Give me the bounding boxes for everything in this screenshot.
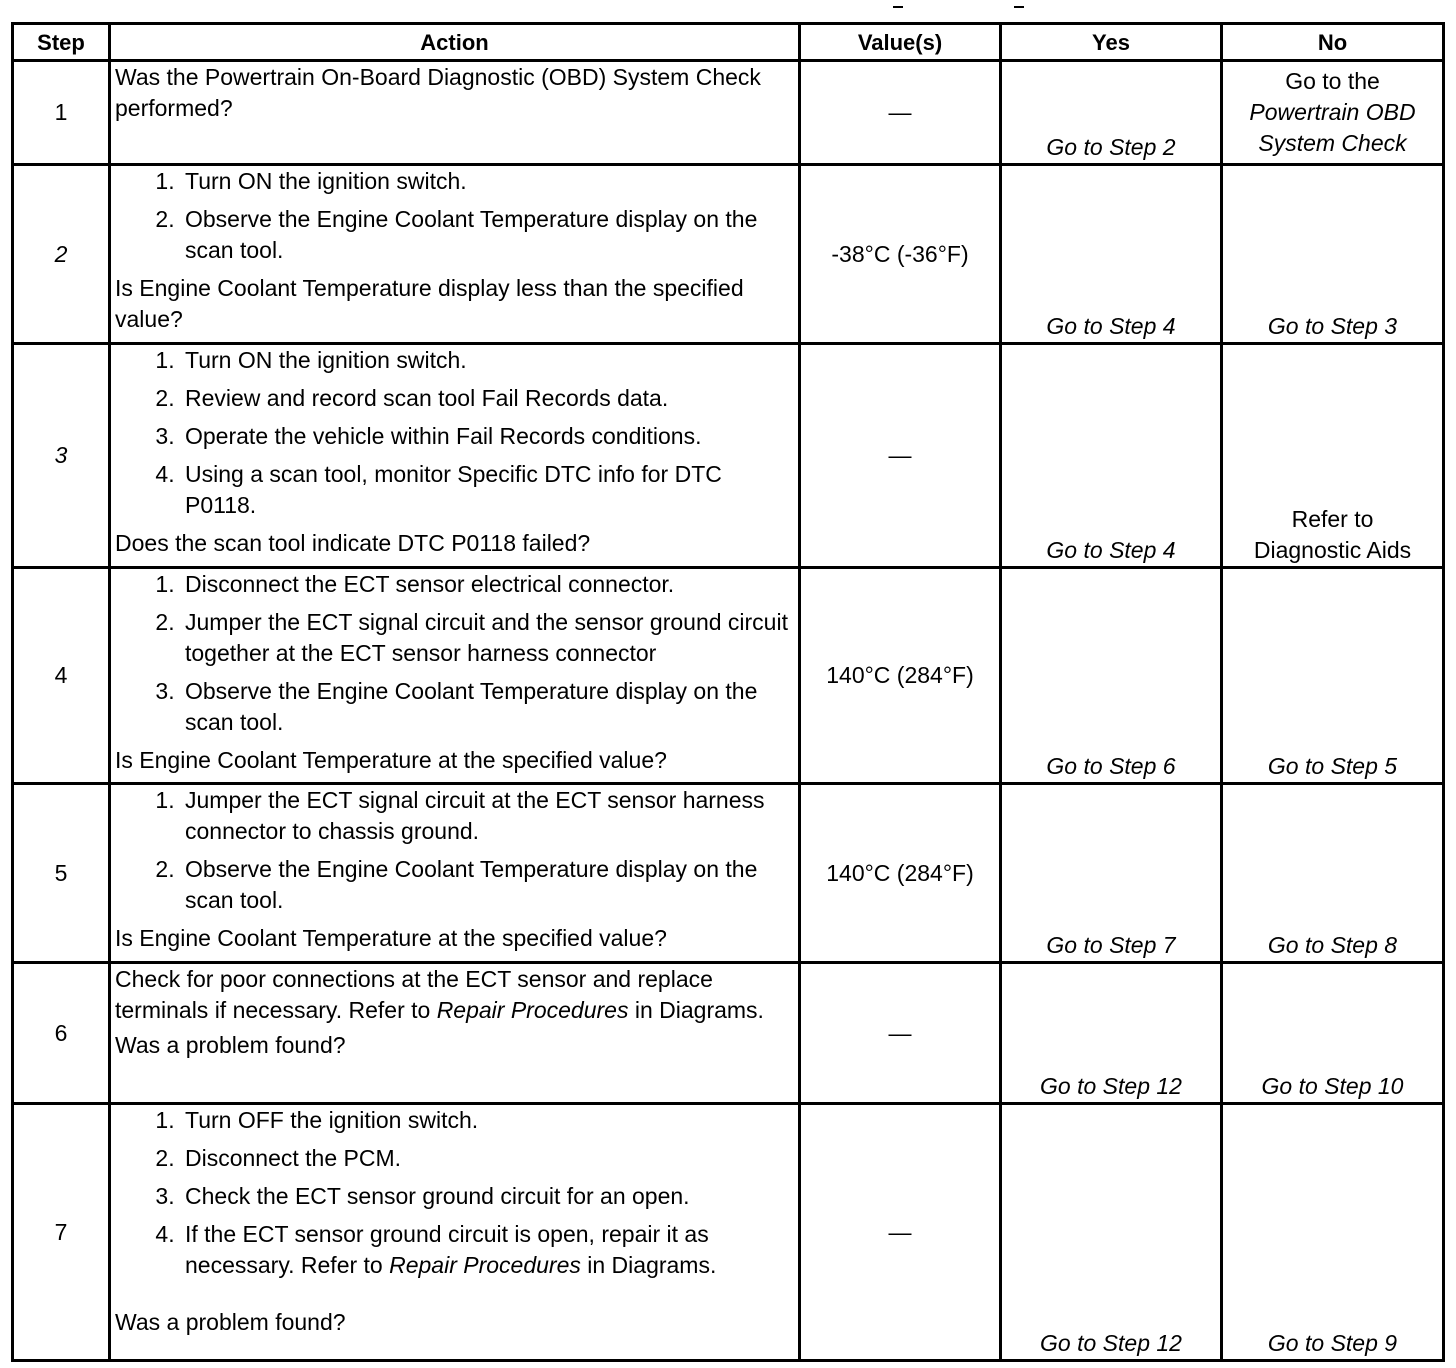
action-item: 1. Turn ON the ignition switch. [181,166,794,197]
action-item: 1. Disconnect the ECT sensor electrical connector. [181,569,794,600]
repair-procedures-ref: Repair Procedures [389,1252,581,1278]
table-row [13,1104,1444,1361]
action-cell [110,963,800,1104]
step-number: 6 [13,963,110,1104]
value-cell: 140°C (284°F) [800,784,1001,963]
table-row [13,61,1444,165]
action-list [115,569,794,738]
table-row [13,963,1444,1104]
step-number: 7 [13,1104,110,1361]
yes-cell: Go to Step 4 [1001,344,1222,568]
yes-cell: Go to Step 12 [1001,963,1222,1104]
action-cell [110,568,800,784]
action-question: Is Engine Coolant Temperature at the specified value? [115,747,667,773]
step-number: 4 [13,568,110,784]
action-list [115,785,794,916]
no-line: Refer to [1291,506,1374,532]
no-cell: Go to Step 3 [1222,165,1444,344]
action-item: 1. Turn OFF the ignition switch. [181,1105,794,1136]
action-cell [110,344,800,568]
no-cell [1222,344,1444,568]
table-row [13,344,1444,568]
yes-cell: Go to Step 6 [1001,568,1222,784]
yes-cell: Go to Step 4 [1001,165,1222,344]
action-question: Is Engine Coolant Temperature at the specified value? [115,925,667,951]
table-row [13,568,1444,784]
no-cell: Go to Step 10 [1222,963,1444,1104]
action-cell [110,784,800,963]
yes-cell: Go to Step 2 [1001,61,1222,165]
action-question: Does the scan tool indicate DTC P0118 failed? [115,530,591,556]
action-item: 3. Check the ECT sensor ground circuit for an open. [181,1181,794,1212]
action-item: 3. Operate the vehicle within Fail Records conditions. [181,421,794,452]
action-item: 2. Review and record scan tool Fail Records data. [181,383,794,414]
action-cell [110,61,800,165]
action-item [181,1219,794,1281]
yes-cell: Go to Step 12 [1001,1104,1222,1361]
value-cell: — [800,344,1001,568]
step-number: 2 [13,165,110,344]
action-item: 3. Observe the Engine Coolant Temperature display on the scan tool. [181,676,794,738]
header-step: Step [13,24,110,61]
header-row [13,24,1444,61]
action-question: Was a problem found? [115,1309,346,1335]
top-mark-right [1014,6,1024,8]
header-no: No [1222,24,1444,61]
no-line: Diagnostic Aids [1253,537,1412,563]
action-item: 2. Disconnect the PCM. [181,1143,794,1174]
action-item: 2. Observe the Engine Coolant Temperature display on the scan tool. [181,204,794,266]
action-list [115,166,794,266]
header-action: Action [110,24,800,61]
value-cell: — [800,963,1001,1104]
action-item: 1. Jumper the ECT signal circuit at the ECT sensor harness connector to chassis ground. [181,785,794,847]
action-cell [110,165,800,344]
value-cell: — [800,1104,1001,1361]
action-item: 2. Observe the Engine Coolant Temperature display on the scan tool. [181,854,794,916]
top-mark-left [893,6,903,8]
table-row [13,165,1444,344]
header-yes: Yes [1001,24,1222,61]
action-item: 1. Turn ON the ignition switch. [181,345,794,376]
step-number: 1 [13,61,110,165]
action-list [115,345,794,521]
action-text-part: in Diagrams. [628,997,764,1023]
value-cell: 140°C (284°F) [800,568,1001,784]
no-line-ref: System Check [1258,130,1407,156]
action-item: 2. Jumper the ECT signal circuit and the sensor ground circuit together at the ECT sensor harness connector [181,607,794,669]
action-cell [110,1104,800,1361]
value-cell: — [800,61,1001,165]
action-text-part: Check for poor connections at the ECT sensor and replace terminals if necessary. Refer to [115,966,713,1023]
step-number: 3 [13,344,110,568]
action-text: Was the Powertrain On-Board Diagnostic (OBD) System Check performed? [115,64,761,121]
no-cell: Go to Step 5 [1222,568,1444,784]
no-line: Go to the [1285,68,1380,94]
no-cell: Go to Step 9 [1222,1104,1444,1361]
no-cell: Go to Step 8 [1222,784,1444,963]
repair-procedures-ref: Repair Procedures [436,997,629,1023]
no-line-ref: Powertrain OBD [1249,99,1416,125]
action-text [115,964,794,1026]
action-question: Is Engine Coolant Temperature display less than the specified value? [115,275,744,332]
action-text-part: If the ECT sensor ground circuit is open, repair it as necessary. Refer to [185,1221,709,1278]
diagnostic-table [11,22,1445,1362]
table-row [13,784,1444,963]
value-cell: -38°C (-36°F) [800,165,1001,344]
action-list [115,1105,794,1281]
action-item: 4. Using a scan tool, monitor Specific DTC info for DTC P0118. [181,459,794,521]
header-values: Value(s) [800,24,1001,61]
action-question: Was a problem found? [115,1032,346,1058]
no-cell [1222,61,1444,165]
action-text-part: in Diagrams. [580,1252,717,1278]
yes-cell: Go to Step 7 [1001,784,1222,963]
step-number: 5 [13,784,110,963]
